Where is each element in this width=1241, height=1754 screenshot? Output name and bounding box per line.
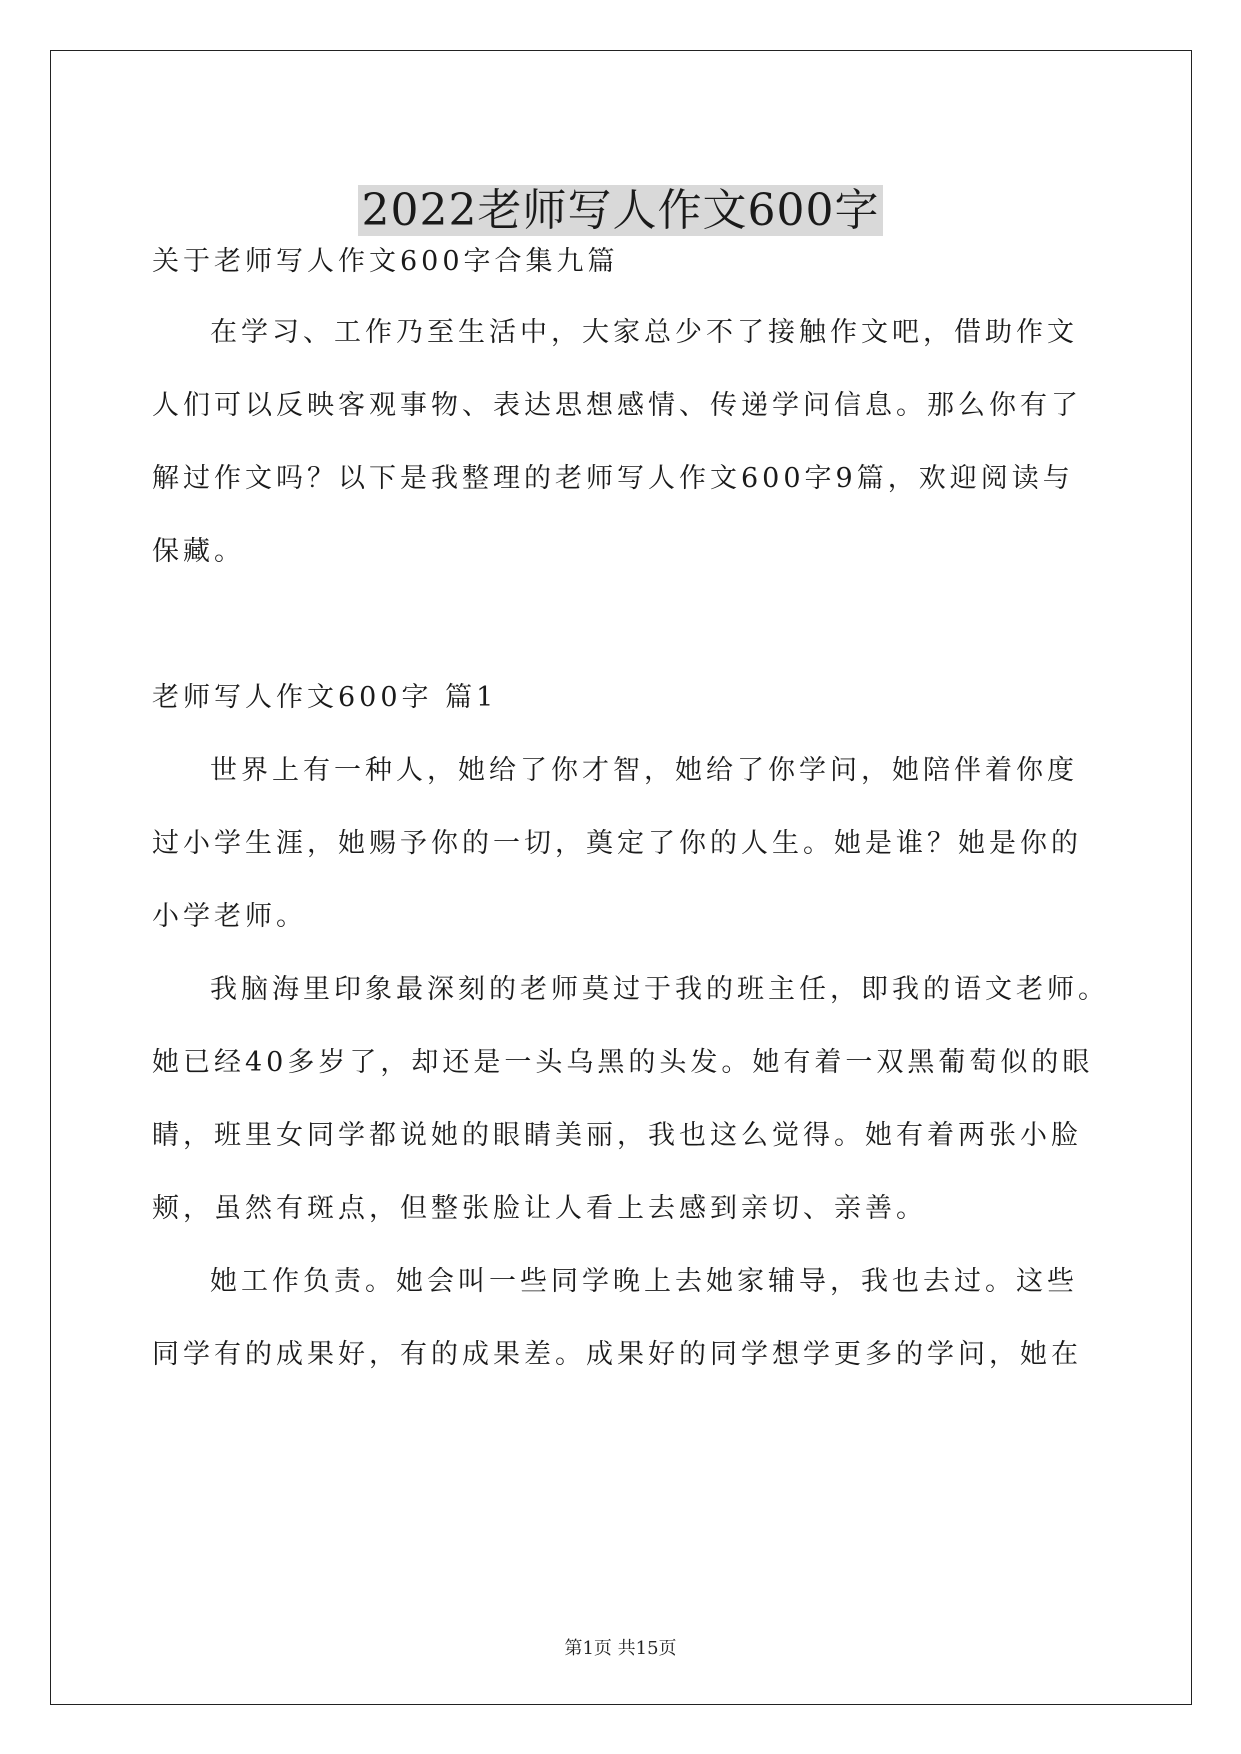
section-heading: 老师写人作文600字 篇1: [152, 682, 498, 713]
para1-line-1: 世界上有一种人，她给了你才智，她给了你学问，她陪伴着你度: [210, 755, 1078, 786]
para1-line-3: 小学老师。: [152, 901, 307, 932]
para3-line-2: 同学有的成果好，有的成果差。成果好的同学想学更多的学问，她在: [152, 1339, 1082, 1370]
intro-line-3: 解过作文吗？以下是我整理的老师写人作文600字9篇，欢迎阅读与: [152, 463, 1074, 494]
intro-line-1: 在学习、工作乃至生活中，大家总少不了接触作文吧，借助作文: [210, 317, 1078, 348]
para3-line-1: 她工作负责。她会叫一些同学晚上去她家辅导，我也去过。这些: [210, 1266, 1078, 1297]
document-title: [0, 179, 1241, 243]
document-title-text: 2022老师写人作文600字: [358, 185, 884, 236]
para2-line-2: 她已经40多岁了，却还是一头乌黑的头发。她有着一双黑葡萄似的眼: [152, 1047, 1094, 1078]
intro-line-2: 人们可以反映客观事物、表达思想感情、传递学问信息。那么你有了: [152, 390, 1082, 421]
para1-line-2: 过小学生涯，她赐予你的一切，奠定了你的人生。她是谁？她是你的: [152, 828, 1082, 859]
page-footer: [0, 1637, 1241, 1661]
para2-line-4: 颊，虽然有斑点，但整张脸让人看上去感到亲切、亲善。: [152, 1193, 927, 1224]
document-subtitle: 关于老师写人作文600字合集九篇: [152, 246, 619, 277]
page-number-label: 第1页 共15页: [564, 1638, 677, 1659]
intro-line-4: 保藏。: [152, 536, 245, 567]
page-frame: [50, 50, 1192, 1705]
para2-line-3: 睛，班里女同学都说她的眼睛美丽，我也这么觉得。她有着两张小脸: [152, 1120, 1082, 1151]
para2-line-1: 我脑海里印象最深刻的老师莫过于我的班主任，即我的语文老师。: [210, 974, 1109, 1005]
